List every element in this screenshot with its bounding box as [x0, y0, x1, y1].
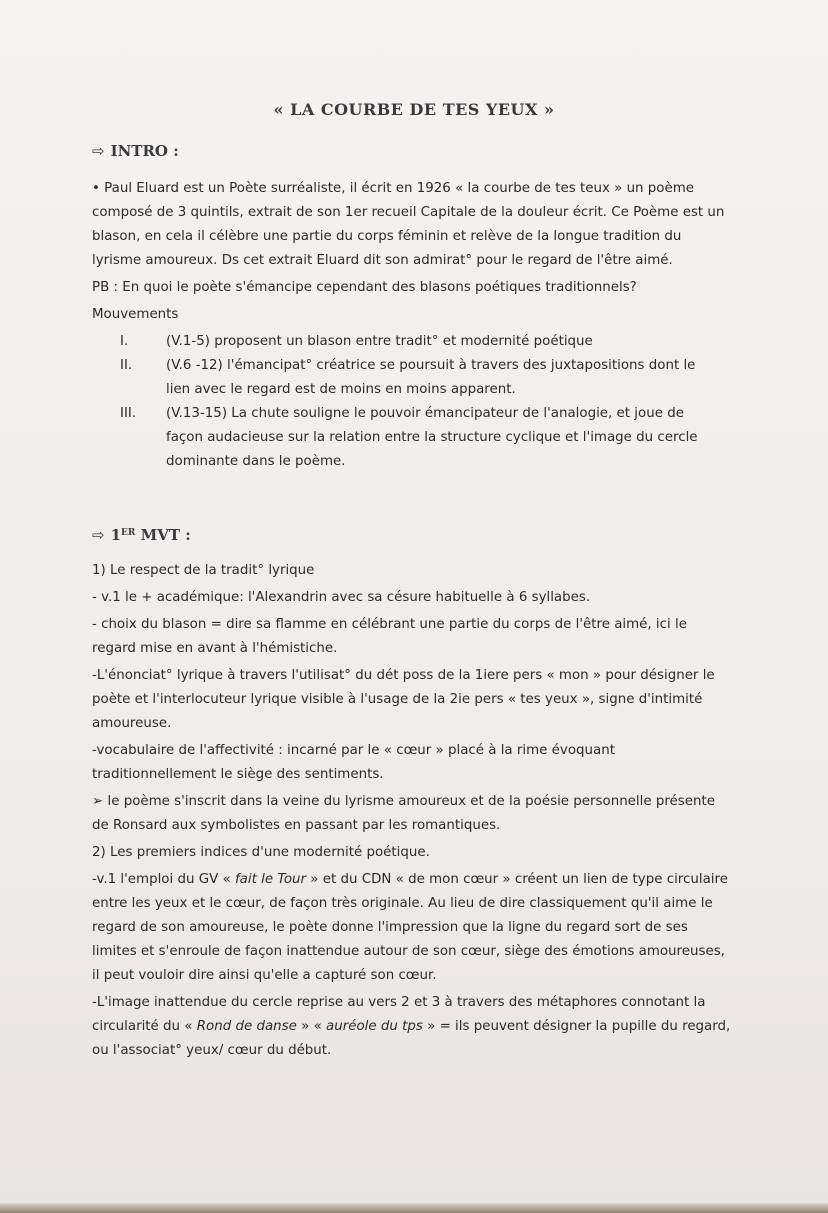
mouvement-text: (V.6 -12) l'émancipat° créatrice se poursuit à travers des juxtapositions dont le lien avec le regard est de moins en moins apparent.: [166, 358, 696, 397]
paragraph: -vocabulaire de l'affectivité : incarné par le « cœur » placé à la rime évoquant traditionnellement le siège des sentiments.: [92, 743, 615, 782]
paragraph: - v.1 le + académique: l'Alexandrin avec sa césure habituelle à 6 syllabes.: [92, 590, 591, 605]
intro-paragraph: • Paul Eluard est un Poète surréaliste, il écrit en 1926 « la courbe de tes teux » un poème composé de 3 quintils, extrait de son 1er recueil Capitale de la douleur écrit. Ce Poème est un blason, en cela il célèbre une partie du corps féminin et relève de la longue tradition du lyrisme amoureux. Ds cet extrait Eluard dit son admirat° pour le regard de l'être aimé.: [92, 181, 725, 268]
arrow-right-icon: ⇨: [92, 526, 105, 544]
mvt1-heading-sup: ER: [121, 528, 136, 538]
document-title: « LA COURBE DE TES YEUX »: [273, 100, 555, 119]
list-item: [92, 354, 732, 402]
list-item: [92, 330, 732, 354]
text-run: -L'image inattendue du cercle reprise au vers 2 et 3 à travers des métaphores connotant la circularité du «: [92, 995, 706, 1034]
paper-edge: [0, 1203, 828, 1213]
text-run: -v.1 l'emploi du GV «: [92, 872, 235, 887]
paragraph: - choix du blason = dire sa flamme en célébrant une partie du corps de l'être aimé, ici le regard mise en avant à l'hémistiche.: [92, 617, 687, 656]
mouvements-list: [92, 330, 732, 474]
intro-heading-label: INTRO :: [110, 142, 179, 160]
subheading: 1) Le respect de la tradit° lyrique: [92, 563, 315, 578]
subheading: 2) Les premiers indices d'une modernité poétique.: [92, 845, 430, 860]
paragraph: -L'énonciat° lyrique à travers l'utilisat° du dét poss de la 1iere pers « mon » pour désigner le poète et l'interlocuteur lyrique visible à l'usage de la 2ie pers « tes yeux », signe d'intimité amoureuse.: [92, 668, 715, 731]
text-run: » = ils peuvent désigner la pupille du regard, ou l'associat° yeux/ cœur du début.: [92, 1019, 731, 1058]
intro-heading: [92, 142, 179, 160]
paragraph: [92, 991, 732, 1063]
mvt1-section: [92, 559, 732, 1066]
mvt1-heading-num: 1: [110, 526, 122, 544]
intro-section: [92, 177, 732, 474]
mouvement-number: I.: [120, 334, 129, 349]
mvt1-heading: [92, 526, 191, 544]
mouvement-text: (V.1-5) proposent un blason entre tradit° et modernité poétique: [166, 334, 593, 349]
list-item: [92, 402, 732, 474]
mouvement-text: (V.13-15) La chute souligne le pouvoir émancipateur de l'analogie, et joue de façon audacieuse sur la relation entre la structure cyclique et l'image du cercle dominante dans le poème.: [166, 406, 698, 469]
mvt1-heading-label: MVT :: [140, 526, 191, 544]
mouvement-number: II.: [120, 358, 133, 373]
paragraph: [92, 868, 732, 988]
italic-quote: auréole du tps: [326, 1019, 423, 1034]
italic-quote: Rond de danse: [196, 1019, 297, 1034]
text-run: » «: [296, 1019, 327, 1034]
mouvements-label: Mouvements: [92, 307, 179, 322]
mouvement-number: III.: [120, 406, 137, 421]
problematique: PB : En quoi le poète s'émancipe cependant des blasons poétiques traditionnels?: [92, 280, 637, 295]
text-run: » et du CDN « de mon cœur » créent un lien de type circulaire entre les yeux et le cœur, de façon très originale. Au lieu de dire classiquement qu'il aime le regard de son amoureuse, le poète donne l'impression que la ligne du regard sort de ses limites et s'enroule de façon inattendue autour de son cœur, siège des émotions amoureuses, il peut vouloir dire ainsi qu'elle a capturé son cœur.: [92, 872, 728, 983]
italic-quote: fait le Tour: [234, 872, 307, 887]
conclusion-paragraph: ➢ le poème s'inscrit dans la veine du lyrisme amoureux et de la poésie personnelle présente de Ronsard aux symbolistes en passant par les romantiques.: [92, 794, 715, 833]
arrow-right-icon: ⇨: [92, 142, 105, 160]
